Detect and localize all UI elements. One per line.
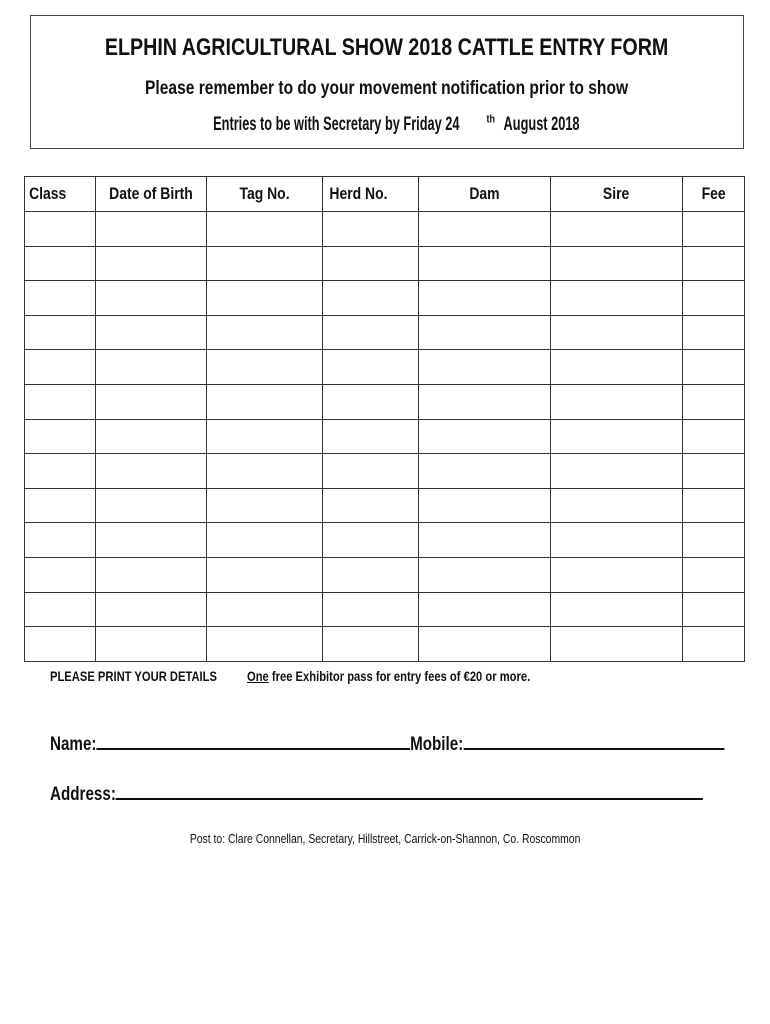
entry-cell-herd-no[interactable]: [323, 592, 419, 627]
entry-cell-dam[interactable]: [419, 384, 551, 419]
mobile-label: Mobile:: [410, 734, 464, 755]
entry-cell-class[interactable]: [25, 454, 96, 489]
entry-cell-fee[interactable]: [683, 350, 745, 385]
entry-cell-tag-no[interactable]: [207, 592, 323, 627]
entry-cell-sire[interactable]: [551, 350, 683, 385]
column-header-date-of-birth: Date of Birth: [96, 177, 207, 212]
entry-cell-date-of-birth[interactable]: [96, 454, 207, 489]
entry-cell-dam[interactable]: [419, 592, 551, 627]
table-row: [25, 212, 745, 247]
notes-line: [0, 668, 770, 688]
table-row: [25, 419, 745, 454]
pass-underlined-word: One: [247, 668, 269, 684]
entry-cell-date-of-birth[interactable]: [96, 557, 207, 592]
entry-cell-herd-no[interactable]: [323, 523, 419, 558]
entry-cell-tag-no[interactable]: [207, 488, 323, 523]
entry-cell-date-of-birth[interactable]: [96, 523, 207, 558]
entry-cell-date-of-birth[interactable]: [96, 315, 207, 350]
name-field[interactable]: [50, 734, 770, 756]
table-row: [25, 488, 745, 523]
table-row: [25, 523, 745, 558]
entry-cell-class[interactable]: [25, 523, 96, 558]
entry-cell-dam[interactable]: [419, 246, 551, 281]
entry-cell-date-of-birth[interactable]: [96, 592, 207, 627]
entry-cell-sire[interactable]: [551, 627, 683, 662]
table-row: [25, 315, 745, 350]
entry-cell-herd-no[interactable]: [323, 246, 419, 281]
entry-cell-dam[interactable]: [419, 488, 551, 523]
deadline-prefix: Entries to be with Secretary by Friday 24: [213, 114, 460, 135]
table-row: [25, 246, 745, 281]
entry-cell-dam[interactable]: [419, 281, 551, 316]
entry-cell-class[interactable]: [25, 384, 96, 419]
entry-cell-class[interactable]: [25, 488, 96, 523]
column-header-class: Class: [25, 177, 96, 212]
entry-cell-dam[interactable]: [419, 350, 551, 385]
entry-cell-tag-no[interactable]: [207, 350, 323, 385]
entry-cell-sire[interactable]: [551, 592, 683, 627]
entry-cell-fee[interactable]: [683, 454, 745, 489]
entry-cell-class[interactable]: [25, 350, 96, 385]
entry-cell-herd-no[interactable]: [323, 384, 419, 419]
form-title-line: [31, 34, 743, 62]
entry-cell-class[interactable]: [25, 592, 96, 627]
entry-cell-dam[interactable]: [419, 315, 551, 350]
entry-cell-sire[interactable]: [551, 212, 683, 247]
entry-cell-herd-no[interactable]: [323, 281, 419, 316]
print-details-note: PLEASE PRINT YOUR DETAILS: [50, 668, 217, 684]
entry-cell-dam[interactable]: [419, 212, 551, 247]
entry-cell-date-of-birth[interactable]: [96, 419, 207, 454]
entry-cell-herd-no[interactable]: [323, 488, 419, 523]
entry-cell-tag-no[interactable]: [207, 627, 323, 662]
table-row: [25, 454, 745, 489]
entry-cell-date-of-birth[interactable]: [96, 281, 207, 316]
entry-cell-sire[interactable]: [551, 488, 683, 523]
form-title: ELPHIN AGRICULTURAL SHOW 2018 CATTLE ENTRY FORM: [105, 34, 669, 61]
form-header-box: [30, 15, 744, 149]
entry-cell-herd-no[interactable]: [323, 454, 419, 489]
deadline-suffix: August 2018: [503, 114, 580, 135]
column-header-herd-no: Herd No.: [323, 177, 419, 212]
entry-cell-class[interactable]: [25, 557, 96, 592]
entry-cell-fee[interactable]: [683, 523, 745, 558]
entry-cell-sire[interactable]: [551, 246, 683, 281]
deadline-ordinal: th: [486, 113, 496, 126]
entry-cell-class[interactable]: [25, 315, 96, 350]
entry-cell-sire[interactable]: [551, 454, 683, 489]
table-row: [25, 557, 745, 592]
entry-cell-date-of-birth[interactable]: [96, 350, 207, 385]
entry-cell-fee[interactable]: [683, 488, 745, 523]
entry-cell-herd-no[interactable]: [323, 315, 419, 350]
table-row: [25, 592, 745, 627]
entry-cell-tag-no[interactable]: [207, 315, 323, 350]
table-row: [25, 384, 745, 419]
deadline-line: [31, 114, 743, 136]
entry-cell-fee[interactable]: [683, 627, 745, 662]
mobile-blank-line[interactable]: [463, 747, 724, 750]
entry-cell-fee[interactable]: [683, 419, 745, 454]
pass-note-text: free Exhibitor pass for entry fees of €20 or more.: [268, 668, 531, 684]
post-to-address: Post to: Clare Connellan, Secretary, Hillstreet, Carrick-on-Shannon, Co. Roscommon: [189, 831, 581, 846]
entry-cell-date-of-birth[interactable]: [96, 488, 207, 523]
entry-cell-tag-no[interactable]: [207, 523, 323, 558]
entry-cell-dam[interactable]: [419, 454, 551, 489]
cattle-entry-table: [24, 176, 745, 662]
entry-cell-class[interactable]: [25, 212, 96, 247]
entry-cell-herd-no[interactable]: [323, 557, 419, 592]
address-blank-line[interactable]: [116, 797, 703, 800]
name-blank-line[interactable]: [96, 747, 410, 750]
entry-cell-tag-no[interactable]: [207, 454, 323, 489]
entry-cell-fee[interactable]: [683, 592, 745, 627]
entry-cell-sire[interactable]: [551, 315, 683, 350]
entry-cell-tag-no[interactable]: [207, 246, 323, 281]
entry-cell-date-of-birth[interactable]: [96, 384, 207, 419]
entry-cell-class[interactable]: [25, 246, 96, 281]
entry-cell-date-of-birth[interactable]: [96, 246, 207, 281]
entry-cell-dam[interactable]: [419, 627, 551, 662]
entry-cell-sire[interactable]: [551, 523, 683, 558]
table-body: [25, 212, 745, 662]
entry-cell-tag-no[interactable]: [207, 281, 323, 316]
reminder-line: [31, 78, 743, 100]
entry-cell-tag-no[interactable]: [207, 212, 323, 247]
entry-cell-fee[interactable]: [683, 384, 745, 419]
entry-cell-sire[interactable]: [551, 557, 683, 592]
entry-cell-class[interactable]: [25, 627, 96, 662]
exhibitor-pass-note: [247, 668, 601, 684]
column-header-dam: Dam: [419, 177, 551, 212]
entry-cell-fee[interactable]: [683, 315, 745, 350]
name-label: Name:: [50, 734, 97, 755]
entry-cell-fee[interactable]: [683, 557, 745, 592]
entry-cell-fee[interactable]: [683, 281, 745, 316]
entry-cell-tag-no[interactable]: [207, 384, 323, 419]
entry-cell-fee[interactable]: [683, 246, 745, 281]
entry-cell-herd-no[interactable]: [323, 627, 419, 662]
movement-reminder: Please remember to do your movement notification prior to show: [145, 78, 629, 99]
address-label: Address:: [50, 784, 116, 805]
entry-cell-class[interactable]: [25, 281, 96, 316]
entry-cell-herd-no[interactable]: [323, 350, 419, 385]
column-header-tag-no: Tag No.: [207, 177, 323, 212]
entry-cell-fee[interactable]: [683, 212, 745, 247]
entry-cell-class[interactable]: [25, 419, 96, 454]
table-row: [25, 627, 745, 662]
entry-cell-tag-no[interactable]: [207, 419, 323, 454]
entry-cell-date-of-birth[interactable]: [96, 627, 207, 662]
table-row: [25, 281, 745, 316]
entry-cell-dam[interactable]: [419, 419, 551, 454]
column-header-sire: Sire: [551, 177, 683, 212]
table-header-row: [25, 177, 745, 212]
entry-cell-sire[interactable]: [551, 419, 683, 454]
column-header-fee: Fee: [683, 177, 745, 212]
entry-cell-herd-no[interactable]: [323, 212, 419, 247]
address-field[interactable]: [50, 784, 770, 806]
entry-cell-dam[interactable]: [419, 557, 551, 592]
table-row: [25, 350, 745, 385]
entry-cell-tag-no[interactable]: [207, 557, 323, 592]
entry-cell-dam[interactable]: [419, 523, 551, 558]
entry-cell-sire[interactable]: [551, 281, 683, 316]
entry-cell-date-of-birth[interactable]: [96, 212, 207, 247]
entry-cell-herd-no[interactable]: [323, 419, 419, 454]
entry-cell-sire[interactable]: [551, 384, 683, 419]
entry-deadline: [186, 114, 588, 136]
